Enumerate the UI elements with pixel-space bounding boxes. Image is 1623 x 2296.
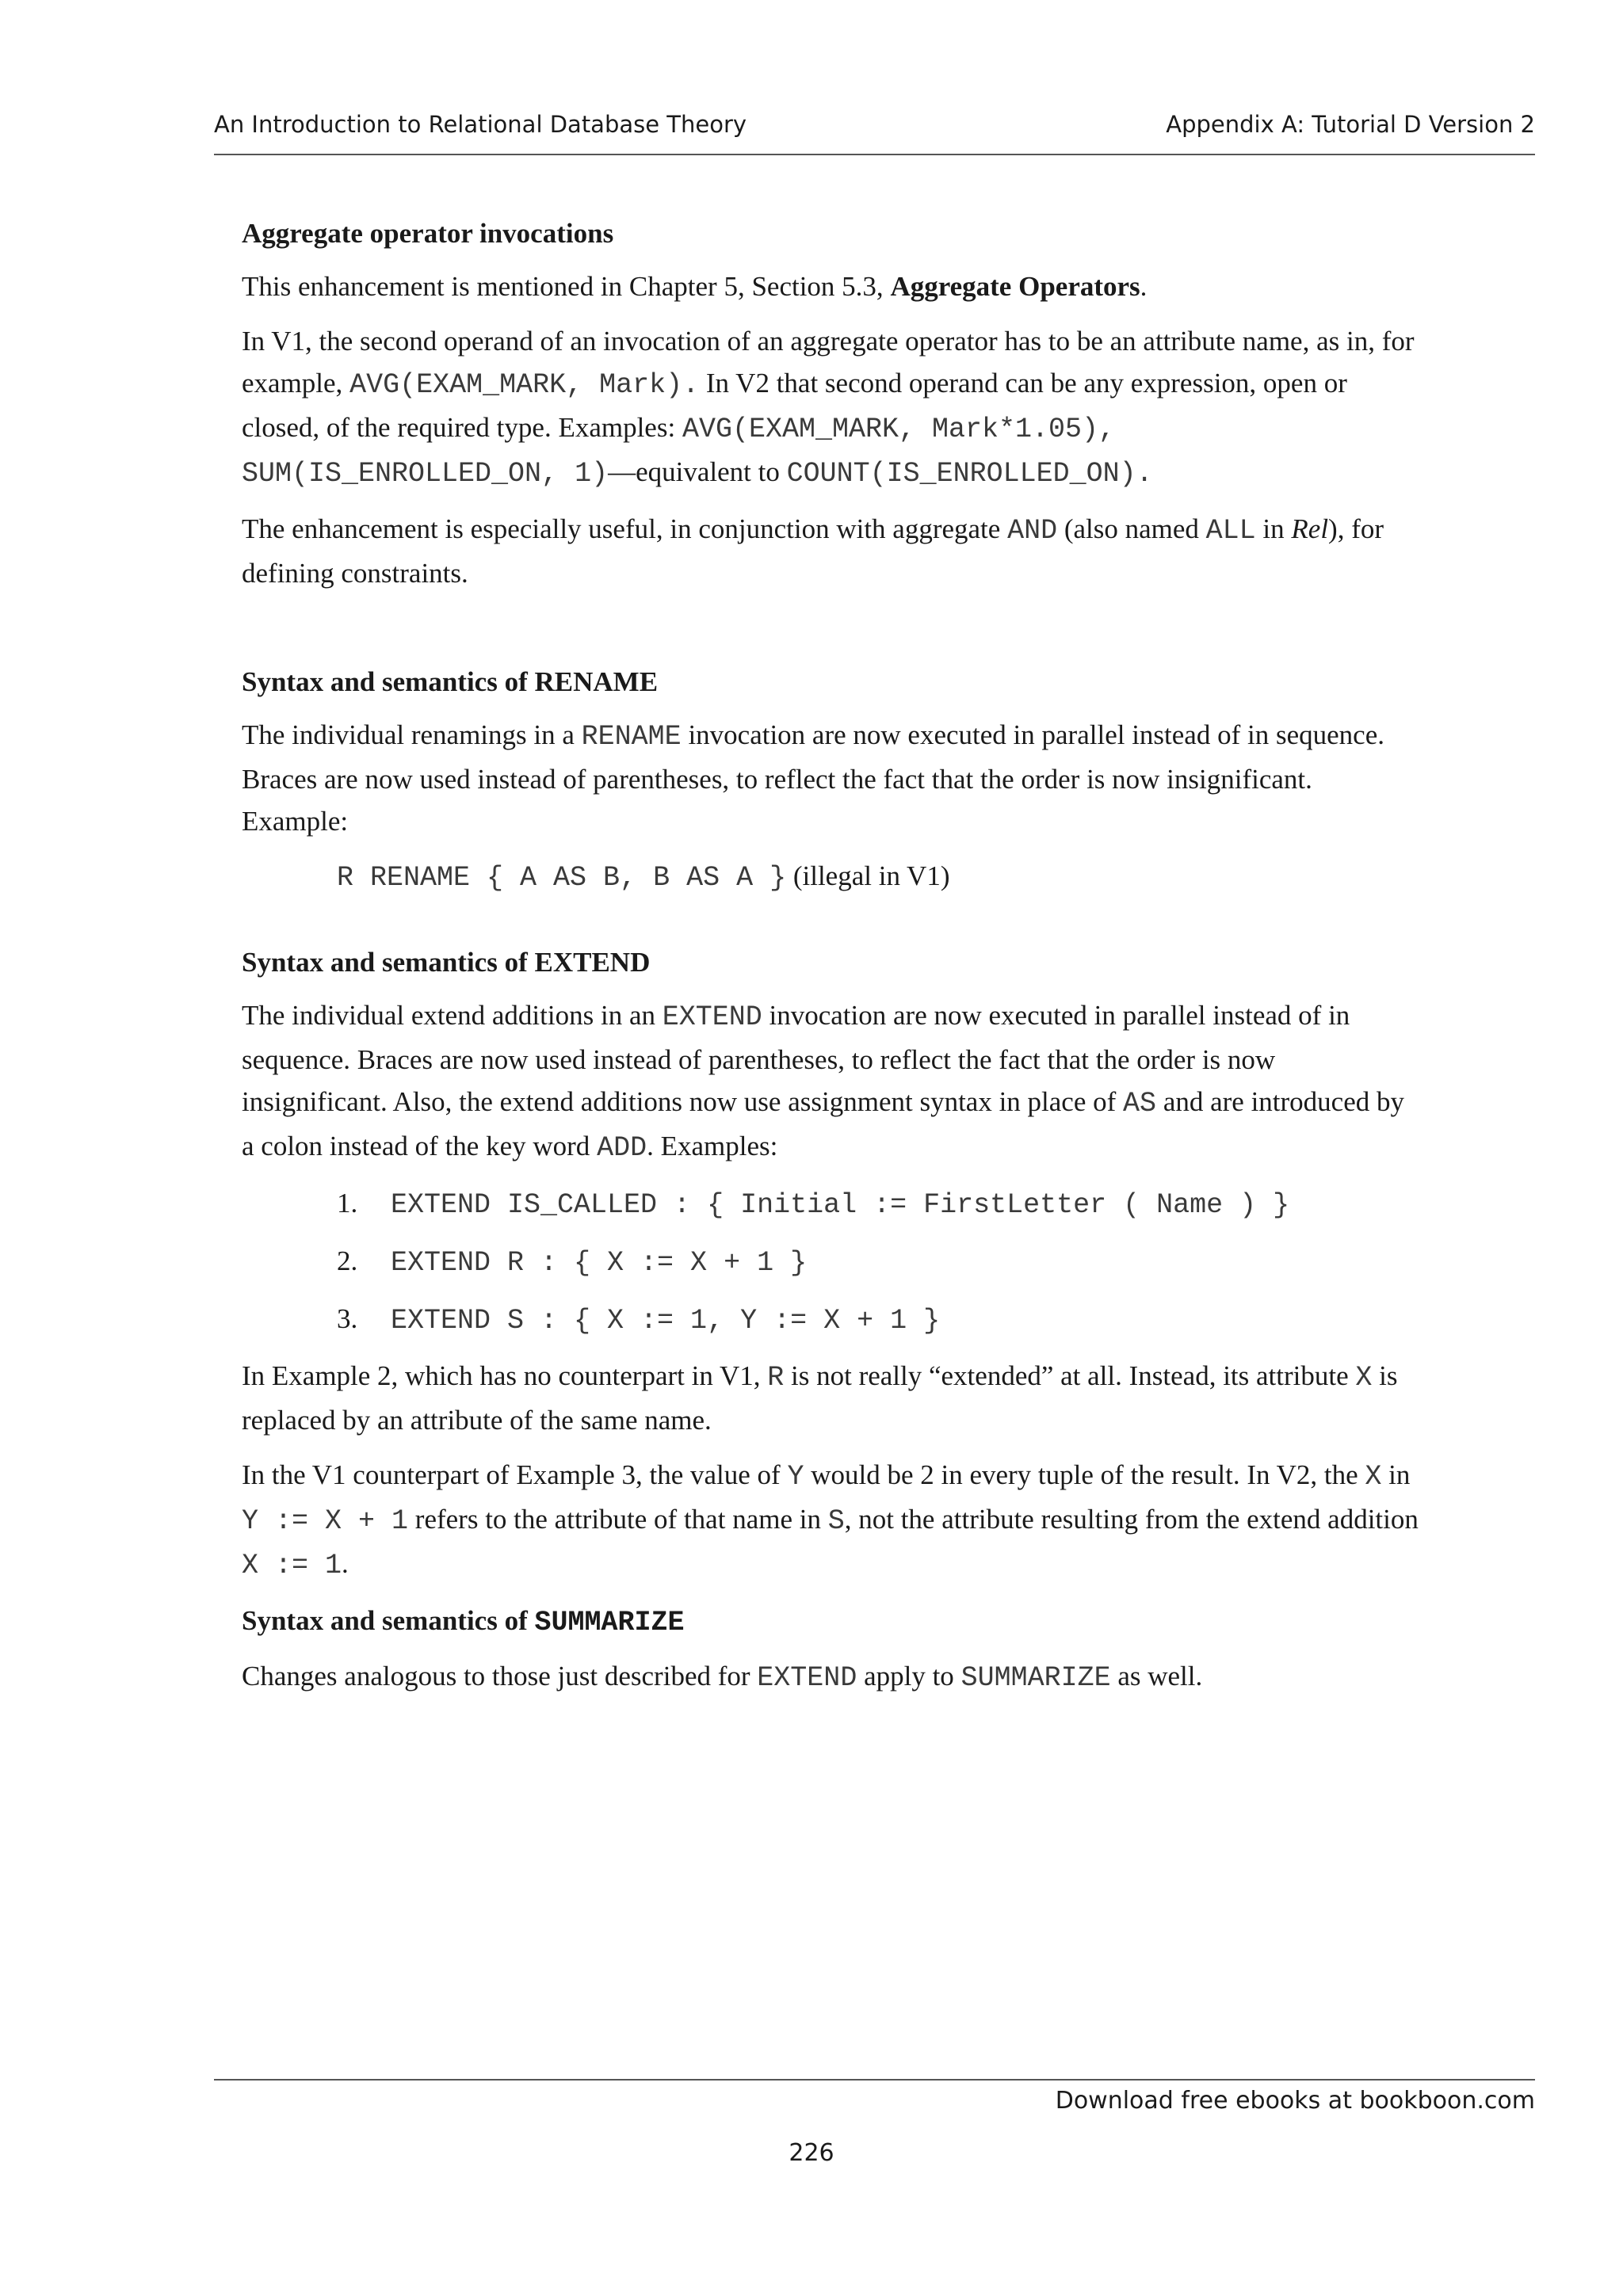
code-inline: EXTEND <box>662 1001 762 1033</box>
heading-rename: Syntax and semantics of RENAME <box>242 666 659 697</box>
text: refers to the attribute of that name in <box>408 1504 828 1535</box>
text: is not really “extended” at all. Instead, its attribute <box>784 1360 1356 1391</box>
code-inline: AVG(EXAM_MARK, Mark*1.05), <box>682 414 1116 445</box>
header-rule <box>214 154 1535 155</box>
list-item <box>242 1240 1494 1284</box>
code-example: EXTEND IS_CALLED : { Initial := FirstLetter ( Name ) } <box>391 1189 1290 1221</box>
list-item <box>242 1182 1494 1226</box>
italic-text: Rel <box>1291 513 1329 544</box>
text: —equivalent to <box>608 456 787 487</box>
running-header <box>214 111 1535 138</box>
text: example, <box>242 368 350 399</box>
text: as well. <box>1110 1661 1203 1691</box>
code-inline: SUMMARIZE <box>960 1662 1111 1694</box>
heading-summarize <box>242 1600 1494 1644</box>
rename-example <box>242 855 1494 899</box>
footer-download-link[interactable]: Download free ebooks at bookboon.com <box>1055 2087 1535 2115</box>
code-inline: COUNT(IS_ENROLLED_ON). <box>786 458 1153 490</box>
code-inline: SUMMARIZE <box>534 1607 685 1638</box>
code-inline: SUM(IS_ENROLLED_ON, 1) <box>242 458 609 490</box>
code-inline: Y <box>787 1461 804 1493</box>
code-inline: X <box>1355 1362 1373 1394</box>
heading-aggregate: Aggregate operator invocations <box>242 218 614 249</box>
text: replaced by an attribute of the same name. <box>242 1405 712 1436</box>
list-number: 1. <box>337 1188 358 1219</box>
text: ), for <box>1328 513 1384 544</box>
text: defining constraints. <box>242 558 468 589</box>
text: . <box>1140 271 1148 302</box>
text: a colon instead of the key word <box>242 1131 598 1161</box>
paragraph-aggregate-usefulness <box>242 508 1494 594</box>
code-inline: X <box>1365 1461 1382 1493</box>
code-inline: ADD <box>597 1132 647 1164</box>
paragraph-aggregate-intro <box>242 265 1494 307</box>
paragraph-extend <box>242 994 1494 1169</box>
paragraph-summarize <box>242 1655 1494 1699</box>
code-inline: AS <box>1123 1088 1157 1119</box>
text: In V1, the second operand of an invocation of an aggregate operator has to be an attribute name, as in, for <box>242 326 1415 357</box>
code-example: R RENAME { A AS B, B AS A } <box>337 862 787 894</box>
text: in <box>1255 513 1292 544</box>
text: Braces are now used instead of parentheses, to reflect the fact that the order is now insignificant. <box>242 764 1312 795</box>
text: would be 2 in every tuple of the result. In V2, the <box>804 1459 1365 1490</box>
code-inline: Y := X + 1 <box>242 1505 409 1537</box>
text: invocation are now executed in parallel instead of in sequence. <box>681 719 1384 750</box>
text: This enhancement is mentioned in Chapter 5, Section 5.3, <box>242 271 891 302</box>
text: . Examples: <box>647 1131 778 1161</box>
text: The individual renamings in a <box>242 719 582 750</box>
bold-reference: Aggregate Operators <box>890 271 1140 302</box>
code-example: EXTEND R : { X := X + 1 } <box>391 1247 808 1279</box>
text: Syntax and semantics of <box>242 1605 535 1636</box>
text: Example: <box>242 806 349 837</box>
text: In V2 that second operand can be any expression, open or <box>699 368 1347 399</box>
paragraph-extend-example2 <box>242 1355 1494 1441</box>
code-inline: EXTEND <box>757 1662 857 1694</box>
footer-rule <box>214 2079 1535 2081</box>
text: (also named <box>1057 513 1206 544</box>
text: and are introduced by <box>1156 1086 1404 1117</box>
code-inline: S <box>827 1505 845 1537</box>
code-example: EXTEND S : { X := 1, Y := X + 1 } <box>391 1305 941 1337</box>
example-note: (illegal in V1) <box>786 860 950 891</box>
list-number: 2. <box>337 1245 358 1276</box>
list-item <box>242 1298 1494 1342</box>
page-content <box>242 212 1494 1699</box>
text: Changes analogous to those just described for <box>242 1661 758 1691</box>
code-inline: X := 1 <box>242 1550 342 1581</box>
list-number: 3. <box>337 1303 358 1334</box>
header-chapter-title: Appendix A: Tutorial D Version 2 <box>1166 111 1535 138</box>
text: The enhancement is especially useful, in conjunction with aggregate <box>242 513 1008 544</box>
text: in <box>1381 1459 1411 1490</box>
text: invocation are now executed in parallel instead of in <box>762 1000 1350 1031</box>
text: , not the attribute resulting from the extend addition <box>844 1504 1419 1535</box>
code-inline: AND <box>1007 515 1058 547</box>
heading-extend: Syntax and semantics of EXTEND <box>242 947 651 978</box>
text: The individual extend additions in an <box>242 1000 663 1031</box>
text: insignificant. Also, the extend additions now use assignment syntax in place of <box>242 1086 1124 1117</box>
paragraph-aggregate-v1-v2 <box>242 320 1494 495</box>
paragraph-extend-example3 <box>242 1454 1494 1587</box>
text: closed, of the required type. Examples: <box>242 412 682 443</box>
code-inline: ALL <box>1205 515 1256 547</box>
header-book-title: An Introduction to Relational Database Theory <box>214 111 747 138</box>
text: . <box>342 1548 349 1579</box>
text: In the V1 counterpart of Example 3, the value of <box>242 1459 788 1490</box>
extend-examples-list <box>242 1182 1494 1342</box>
text: apply to <box>857 1661 961 1691</box>
code-inline: AVG(EXAM_MARK, Mark). <box>349 369 700 401</box>
page-number: 226 <box>789 2139 834 2167</box>
code-inline: RENAME <box>581 721 682 753</box>
text: is <box>1372 1360 1398 1391</box>
code-inline: R <box>767 1362 785 1394</box>
paragraph-rename <box>242 714 1494 842</box>
text: In Example 2, which has no counterpart in V1, <box>242 1360 768 1391</box>
text: sequence. Braces are now used instead of parentheses, to reflect the fact that the order is now <box>242 1044 1276 1075</box>
